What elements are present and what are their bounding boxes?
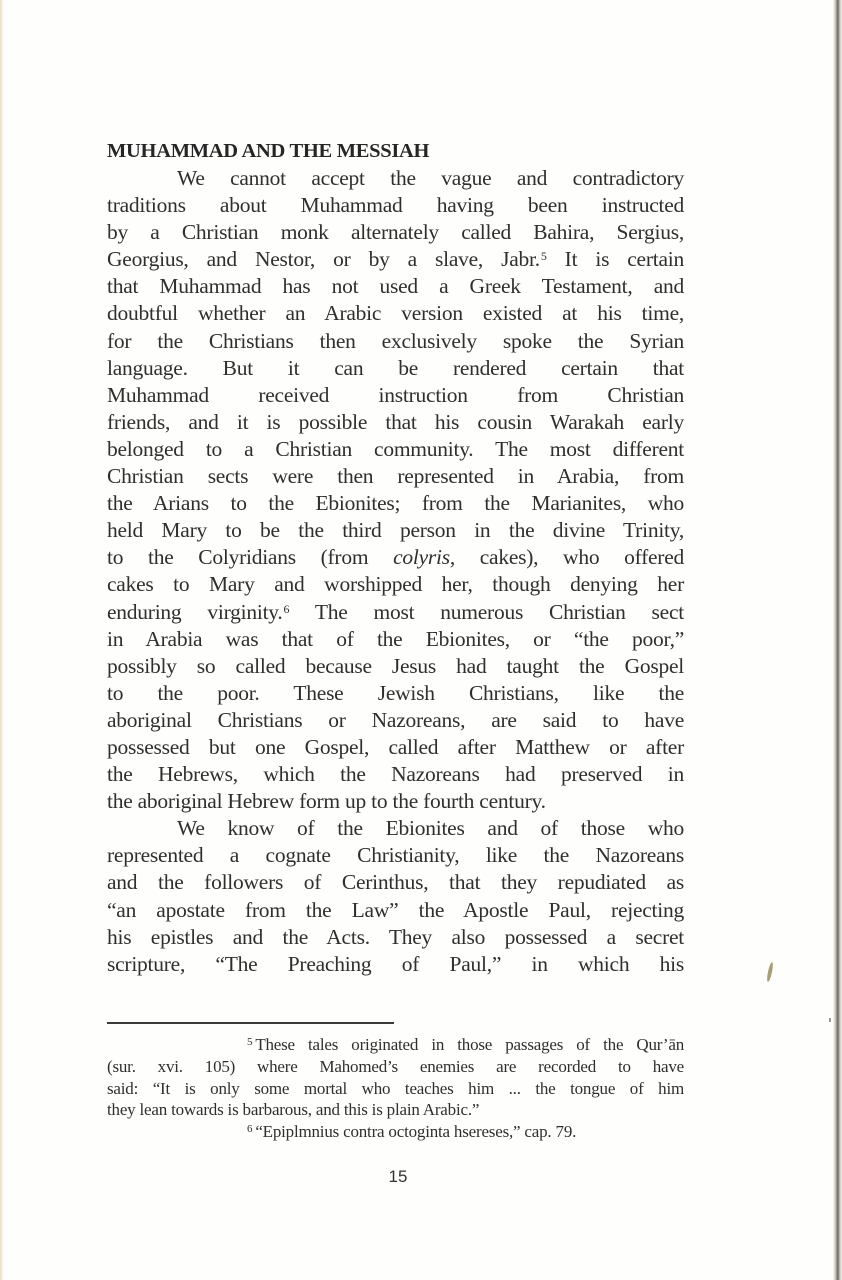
text-line xyxy=(107,246,684,273)
italic-term: colyris xyxy=(393,545,450,570)
text-line: doubtful whether an Arabic version existed at his time, xyxy=(107,301,684,326)
margin-smudge xyxy=(766,962,774,982)
text-line: by a Christian monk alternately called Bahira, Sergius, xyxy=(107,220,684,245)
text-line: cakes to Mary and worshipped her, though denying her xyxy=(107,572,684,597)
text-segment: enduring virginity. xyxy=(107,599,283,624)
text-segment: Georgius, and Nestor, or by a slave, Jabr. xyxy=(107,247,540,272)
text-line: friends, and it is possible that his cousin Warakah early xyxy=(107,409,684,434)
text-line: “an apostate from the Law” the Apostle Paul, rejecting xyxy=(107,897,684,922)
text-line: that Muhammad has not used a Greek Testament, and xyxy=(107,274,684,299)
text-line: his epistles and the Acts. They also possessed a secret xyxy=(107,924,684,949)
footnote-line: (sur. xvi. 105) where Mahomed’s enemies are recorded to have xyxy=(107,1056,684,1076)
text-line: traditions about Muhammad having been instructed xyxy=(107,193,684,218)
text-line: We cannot accept the vague and contradictory xyxy=(177,166,684,190)
footnote-marker: 5 xyxy=(247,1036,253,1048)
margin-dot xyxy=(829,1018,831,1022)
text-line: Muhammad received instruction from Christian xyxy=(107,382,684,407)
text-segment: “Epiplmnius contra octoginta hsereses,” cap. 79. xyxy=(255,1122,577,1142)
footnote-line: said: “It is only some mortal who teaches him ... the tongue of him xyxy=(107,1078,684,1098)
text-line: represented a cognate Christianity, like the Nazoreans xyxy=(107,843,684,868)
text-segment: to the Colyridians (from xyxy=(107,545,394,570)
text-segment: It is certain xyxy=(546,247,684,272)
text-line: and the followers of Cerinthus, that they repudiated as xyxy=(107,870,684,895)
chapter-heading: MUHAMMAD AND THE MESSIAH xyxy=(107,140,430,162)
text-line: aboriginal Christians or Nazoreans, are said to have xyxy=(107,707,684,732)
footnote-ref-6[interactable]: 6 xyxy=(283,601,290,616)
paragraph-1 xyxy=(107,165,684,815)
text-line: to the poor. These Jewish Christians, like the xyxy=(107,680,684,705)
text-line: the Hebrews, which the Nazoreans had preserved in xyxy=(107,762,684,787)
text-segment: The most numerous Christian sect xyxy=(289,599,684,624)
footnote-ref-5[interactable]: 5 xyxy=(540,249,547,264)
footnote-line xyxy=(107,1121,684,1143)
page-left-edge xyxy=(0,0,3,1280)
footnote-line: they lean towards is barbarous, and this is plain Arabic.” xyxy=(107,1100,480,1120)
footnote-line xyxy=(107,1034,684,1056)
text-line: We know of the Ebionites and of those who xyxy=(177,816,684,841)
text-line: in Arabia was that of the Ebionites, or “the poor,” xyxy=(107,626,684,651)
page-binding-edge xyxy=(833,0,842,1280)
text-line: scripture, “The Preaching of Paul,” in which his xyxy=(107,951,684,976)
text-segment: , cakes), who offered xyxy=(449,545,685,570)
text-line xyxy=(107,599,684,626)
footnote-marker: 6 xyxy=(247,1123,253,1136)
text-line: possibly so called because Jesus had taught the Gospel xyxy=(107,653,684,678)
text-line: possessed but one Gospel, called after Matthew or after xyxy=(107,734,684,759)
text-line: the Arians to the Ebionites; from the Marianites, who xyxy=(107,491,684,516)
text-line: Christian sects were then represented in Arabia, from xyxy=(107,464,684,489)
text-line: language. But it can be rendered certain that xyxy=(107,355,684,380)
text-line: the aboriginal Hebrew form up to the fourth century. xyxy=(107,789,546,814)
text-line: for the Christians then exclusively spoke the Syrian xyxy=(107,328,684,353)
text-line: held Mary to be the third person in the divine Trinity, xyxy=(107,518,684,543)
footnotes xyxy=(107,1034,684,1143)
text-line xyxy=(107,544,684,571)
footnote-divider xyxy=(107,1022,394,1024)
text-line: belonged to a Christian community. The most different xyxy=(107,436,684,461)
text-segment: These tales originated in those passages of the Qur’ān xyxy=(255,1035,684,1054)
main-text xyxy=(107,138,684,978)
paragraph-2 xyxy=(107,815,684,978)
page-number: 15 xyxy=(388,1167,408,1186)
footnote-5 xyxy=(107,1034,684,1121)
footnote-6 xyxy=(107,1121,684,1143)
